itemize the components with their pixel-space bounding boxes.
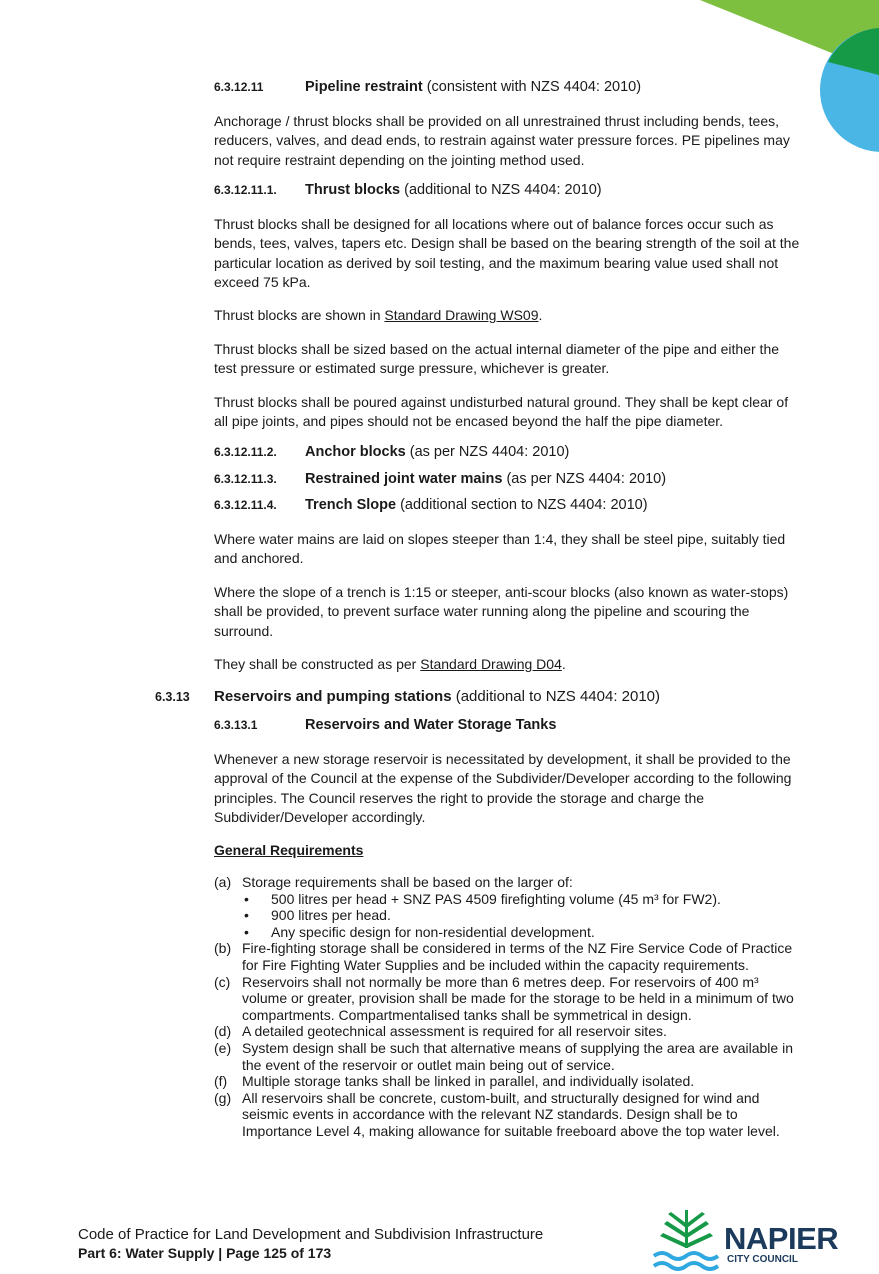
- section-title: Anchor blocks: [305, 444, 406, 460]
- heading-6-3-13: [155, 688, 660, 705]
- dark-green-lens-shape: [828, 28, 879, 75]
- section-note: (as per NZS 4404: 2010): [409, 444, 570, 460]
- logo-subtitle: CITY COUNCIL: [727, 1254, 798, 1265]
- paragraph-thrust-sizing: Thrust blocks shall be sized based on the actual internal diameter of the pipe and either the test pressure or estimated surge pressure, whichever is greater.: [214, 341, 780, 377]
- section-number: 6.3.12.11.2.: [214, 445, 277, 459]
- section-note: (as per NZS 4404: 2010): [506, 471, 667, 487]
- bullet-item: [214, 891, 804, 908]
- green-corner-shape: [700, 0, 879, 72]
- logo-wordmark: NAPIER: [724, 1221, 839, 1256]
- paragraph-water-mains-slopes: Where water mains are laid on slopes steeper than 1:4, they shall be steel pipe, suitably tied and anchored.: [214, 531, 786, 567]
- list-text: Storage requirements shall be based on the larger of:: [242, 874, 573, 890]
- heading-thrust-blocks: [214, 182, 602, 198]
- list-text: System design shall be such that alternative means of supplying the area are available in the event of the reservoir or outlet main being out of service.: [242, 1039, 793, 1073]
- section-number: 6.3.13: [155, 690, 190, 704]
- footer-page-info: Part 6: Water Supply | Page 125 of 173: [78, 1245, 332, 1261]
- list-marker: (d): [214, 1023, 232, 1040]
- list-marker: (c): [214, 973, 231, 990]
- bullet-icon: •: [244, 907, 249, 924]
- paragraph-anti-scour: Where the slope of a trench is 1:15 or steeper, anti-scour blocks (also known as water-stops) shall be provided, to prevent surface water running along the pipeline and scouring the surround.: [214, 584, 789, 639]
- section-number: 6.3.12.11: [214, 80, 264, 94]
- heading-restrained-joint: [214, 471, 666, 487]
- section-number: 6.3.12.11.3.: [214, 472, 277, 486]
- bullet-icon: •: [244, 923, 249, 940]
- text-span: They shall be constructed as per: [214, 656, 421, 672]
- bullet-text: 500 litres per head + SNZ PAS 4509 firefighting volume (45 m³ for FW2).: [271, 890, 721, 907]
- paragraph-constructed-as-per: [214, 655, 804, 674]
- bullet-icon: •: [244, 890, 249, 907]
- list-item: [214, 1023, 804, 1040]
- list-item: [214, 974, 804, 1024]
- footer-document-title: Code of Practice for Land Development and Subdivision Infrastructure: [78, 1226, 544, 1243]
- heading-6-3-13-1: [214, 717, 556, 733]
- section-number: 6.3.12.11.1.: [214, 183, 277, 197]
- list-text: Multiple storage tanks shall be linked in parallel, and individually isolated.: [242, 1073, 695, 1090]
- standard-drawing-d04-link[interactable]: Standard Drawing D04: [420, 656, 562, 672]
- heading-6-3-12-11: [214, 79, 641, 95]
- bullet-item: [214, 924, 804, 941]
- list-item: [214, 1040, 804, 1073]
- standard-drawing-ws09-link[interactable]: Standard Drawing WS09: [384, 307, 539, 323]
- list-marker: (b): [214, 940, 232, 957]
- bullet-text: Any specific design for non-residential development.: [271, 923, 595, 940]
- text-span: .: [561, 656, 566, 672]
- list-text: Fire-fighting storage shall be considered in terms of the NZ Fire Service Code of Practice for Fire Fighting Water Supplies and be included within the capacity requirements.: [242, 940, 793, 973]
- logo-waves: [654, 1253, 718, 1269]
- section-number: 6.3.12.11.4.: [214, 498, 277, 512]
- list-item: [214, 1073, 804, 1090]
- section-note: (additional to NZS 4404: 2010): [404, 182, 602, 198]
- section-title: Trench Slope: [305, 497, 397, 513]
- list-item: [214, 874, 804, 891]
- section-title: Reservoirs and pumping stations: [214, 688, 452, 705]
- paragraph-anchorage: Anchorage / thrust blocks shall be provided on all unrestrained thrust including bends, tees, reducers, valves, and dead ends, to restrain against water pressure forces. PE pipelines may not require restraint depending on the jointing method used.: [214, 113, 790, 168]
- paragraph-thrust-poured: Thrust blocks shall be poured against undisturbed natural ground. They shall be kept clear of all pipe joints, and pipes should not be encased beyond the half the pipe diameter.: [214, 394, 789, 430]
- text-span: Thrust blocks are shown in: [214, 307, 385, 323]
- blue-circle-shape: [820, 28, 879, 152]
- bullet-item: [214, 907, 804, 924]
- section-title: Restrained joint water mains: [305, 471, 503, 487]
- list-text: A detailed geotechnical assessment is required for all reservoir sites.: [242, 1023, 667, 1040]
- section-number: 6.3.13.1: [214, 718, 258, 732]
- list-marker: (e): [214, 1039, 232, 1056]
- paragraph-thrust-design: Thrust blocks shall be designed for all locations where out of balance forces occur such as bends, tees, valves, tapers etc. Design shall be based on the bearing strength of the soil at the particular location as derived by soil testing, and the maximum bearing value used shall not exceed 75 kPa.: [214, 216, 800, 290]
- general-requirements-heading: General Requirements: [214, 842, 364, 858]
- list-text: Reservoirs shall not normally be more than 6 metres deep. For reservoirs of 400 m³ volume or greater, provision shall be made for the storage to be held in a minimum of two compartments. Compartmentalised tanks shall be symmetrical in design.: [242, 973, 794, 1023]
- list-marker: (f): [214, 1073, 228, 1090]
- section-title: Reservoirs and Water Storage Tanks: [305, 717, 557, 733]
- list-marker: (a): [214, 874, 232, 890]
- list-item: [214, 1090, 804, 1140]
- text-span: .: [538, 307, 543, 323]
- section-note: (additional to NZS 4404: 2010): [455, 688, 661, 705]
- section-note: (additional section to NZS 4404: 2010): [400, 497, 648, 513]
- list-marker: (g): [214, 1089, 232, 1106]
- bullet-text: 900 litres per head.: [271, 907, 391, 924]
- list-text: All reservoirs shall be concrete, custom-built, and structurally designed for wind and seismic events in accordance with the relevant NZ standards. Design shall be to Importance Level 4, making allowance for suitable freeboard above the top water level.: [242, 1089, 780, 1139]
- section-note: (consistent with NZS 4404: 2010): [426, 79, 642, 95]
- requirements-list: [214, 874, 804, 1140]
- list-item: [214, 940, 804, 973]
- section-title: Pipeline restraint: [305, 79, 423, 95]
- logo-fern-mark: [660, 1210, 713, 1248]
- paragraph-thrust-shown: [214, 306, 804, 325]
- section-title: Thrust blocks: [305, 182, 401, 198]
- heading-anchor-blocks: [214, 444, 569, 460]
- paragraph-storage-reservoir: Whenever a new storage reservoir is necessitated by development, it shall be provided to the approval of the Council at the expense of the Subdivider/Developer according to the following principles. The Council reserves the right to provide the storage and charge the Subdivider/Developer accordingly.: [214, 751, 792, 825]
- heading-trench-slope: [214, 497, 648, 513]
